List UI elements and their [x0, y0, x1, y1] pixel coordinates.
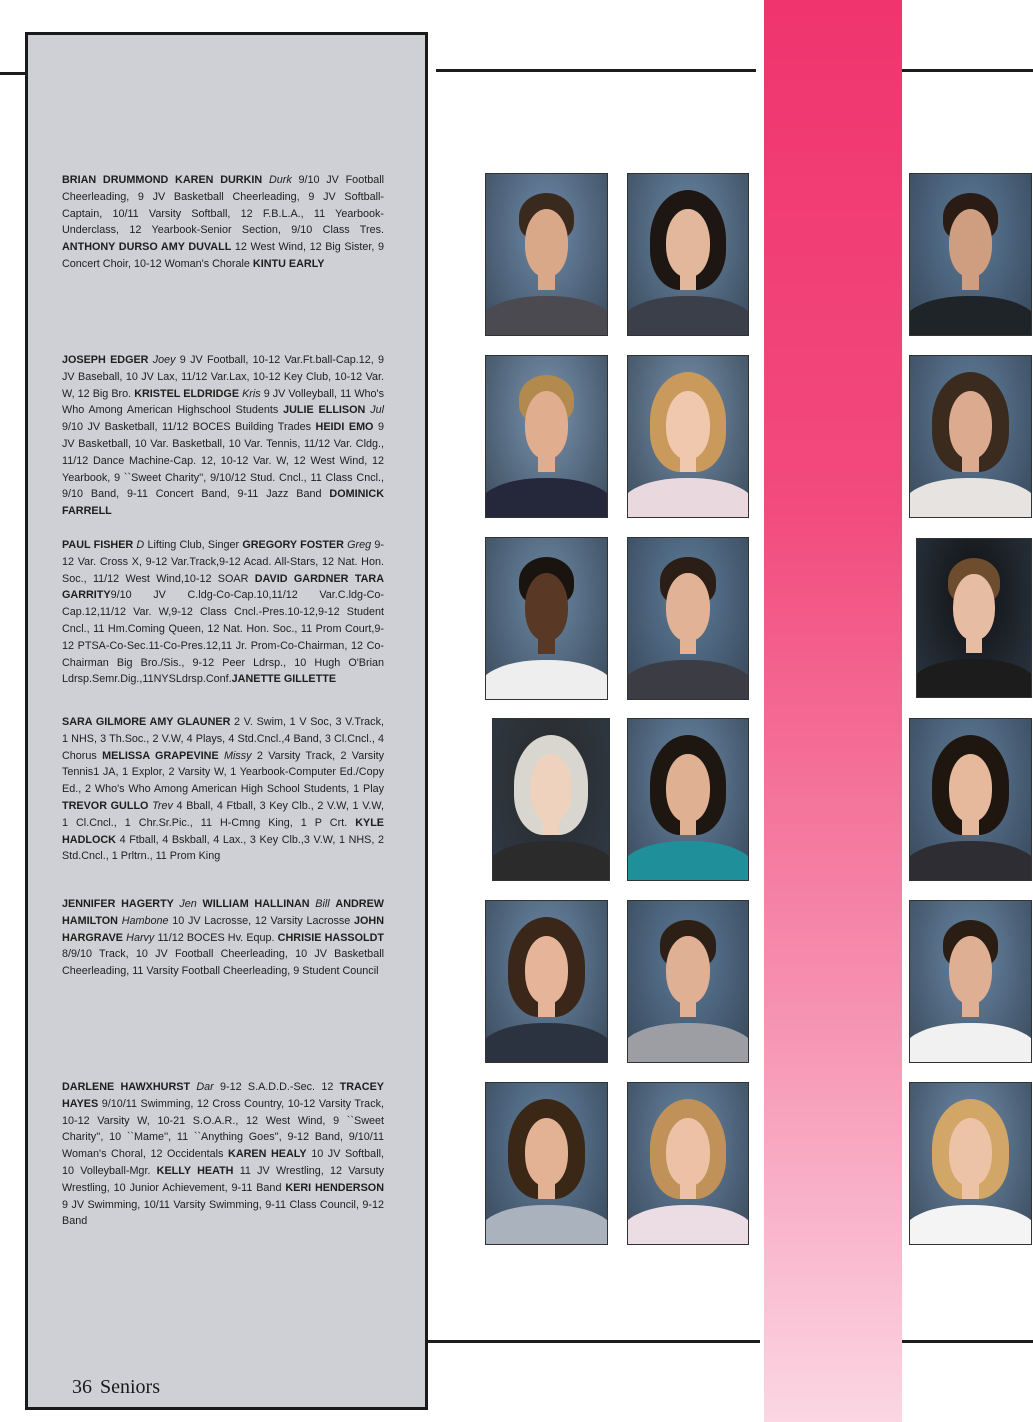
- student-name: KINTU EARLY: [252, 257, 325, 270]
- portrait-clothing: [627, 841, 749, 881]
- student-name: KELLY HEATH: [156, 1164, 234, 1177]
- senior-portrait: [909, 173, 1032, 336]
- activities-text: 9/10 JV C.ldg-Co-Cap.10,11/12 Var.C.ldg-Co-Cap.12,11/12 Var. W,9-12 Class Cncl.-Pres.10-12,9-12 Student Cncl., 11 Hm.Coming Queen, 12 Nat. Hon. Soc., 11 Prom Court,9-12 PTSA-Co-Sec.11-Co-Pres.12,11 Jr. Prom-Co-Chairman, 12 Co-Chairman Big Bro./Sis., 9-12 Peer Ldrsp., 10 Hugh O'Brian Ldrsp.Semr.Dig.,11NYSLdrsp.Conf.: [62, 589, 384, 686]
- student-nickname: Jen: [179, 898, 197, 910]
- portrait-clothing: [627, 1023, 749, 1063]
- portrait-clothing: [909, 478, 1032, 518]
- senior-portrait: [627, 718, 749, 881]
- portrait-clothing: [909, 1205, 1032, 1245]
- student-name: KYLE HADLOCK: [62, 816, 384, 846]
- senior-portrait: [909, 1082, 1032, 1245]
- student-nickname: Kris: [242, 387, 261, 400]
- student-nickname: Harvy: [126, 931, 155, 944]
- page-folio: [72, 1376, 168, 1399]
- student-name: PAUL FISHER: [62, 539, 137, 551]
- page-number: 36: [72, 1376, 92, 1398]
- pink-ribbon: [764, 0, 902, 1422]
- portrait-clothing: [485, 478, 608, 518]
- top-rule-right: [900, 69, 1033, 72]
- student-name: SARA GILMORE AMY GLAUNER: [62, 716, 231, 728]
- student-name: KAREN HEALY: [228, 1148, 307, 1161]
- top-rule-middle: [436, 69, 756, 72]
- section-title: Seniors: [100, 1376, 160, 1398]
- senior-portrait: [627, 537, 749, 700]
- activities-text: 11 JV Wrestling, 12 Varsuty Wrestling, 10 Junior Achievement, 9-11 Band: [62, 1164, 384, 1194]
- paragraph-edger: [62, 352, 384, 520]
- student-nickname: Jul: [370, 404, 384, 417]
- student-name: DAVID GARDNER TARA GARRITY: [62, 572, 384, 602]
- student-nickname: Durk: [268, 174, 292, 186]
- student-name: JENNIFER HAGERTY: [62, 898, 180, 910]
- portrait-clothing: [909, 841, 1032, 881]
- portrait-face: [525, 209, 569, 277]
- portrait-clothing: [916, 659, 1032, 698]
- portrait-face: [666, 391, 709, 459]
- student-name: KERI HENDERSON: [285, 1181, 384, 1194]
- student-name: JOSEPH EDGER: [62, 354, 153, 366]
- senior-portrait: [485, 900, 608, 1063]
- portrait-clothing: [909, 296, 1032, 336]
- portrait-face: [666, 573, 709, 641]
- student-nickname: Dar: [196, 1081, 214, 1093]
- student-name: CHRISIE HASSOLDT: [277, 931, 384, 944]
- activities-text: 12 West Wind, 12 Big Sister, 9 Concert Choir, 10-12 Woman's Chorale: [62, 241, 384, 270]
- student-nickname: Trev: [152, 799, 173, 812]
- activities-text: 9 JV Volleyball, 11 Who's Who Among American Highschool Students: [62, 387, 385, 417]
- student-name: DOMINICK FARRELL: [62, 488, 384, 518]
- paragraph-hagerty: [62, 896, 384, 980]
- portrait-face: [949, 936, 993, 1004]
- senior-portrait: [485, 537, 608, 700]
- bottom-rule-middle: [426, 1340, 760, 1343]
- student-name: MELISSA GRAPEVINE: [102, 749, 224, 762]
- paragraph-hawxhurst: [62, 1079, 384, 1230]
- senior-portrait: [627, 355, 749, 518]
- portrait-face: [949, 391, 993, 459]
- activities-text: 9-12 S.A.D.D.-Sec. 12: [213, 1081, 340, 1093]
- activities-text: 9 JV Football, 10-12 Var.Ft.ball-Cap.12, 9 JV Baseball, 10 JV Lax, 11/12 Var.Lax, 10-12 Key Club, 10-12 Var. W, 12 Big Bro.: [62, 354, 384, 400]
- senior-portrait: [492, 718, 610, 881]
- senior-portrait: [627, 900, 749, 1063]
- activities-text: 4 Bball, 4 Ftball, 3 Key Clb., 2 V.W, 1 V.W, 1 Cl.Cncl., 1 Chr.Sr.Pic., 11 H-Cmng King, 1 P Crt.: [62, 799, 384, 829]
- portrait-clothing: [627, 660, 749, 700]
- activities-text: 2 Varsity Track, 2 Varsity Tennis1 JA, 1 Explor, 2 Varsity W, 1 Yearbook-Computer Ed./Copy Ed., 2 Who's Who Among American High School Students, 1 Play: [62, 749, 385, 796]
- portrait-clothing: [627, 1205, 749, 1245]
- student-name: GREGORY FOSTER: [242, 539, 348, 551]
- student-name: BRIAN DRUMMOND KAREN DURKIN: [62, 174, 269, 186]
- activities-text: 9/10 JV Basketball, 11/12 BOCES Building Trades: [62, 421, 316, 434]
- portrait-face: [666, 209, 709, 277]
- student-name: JANETTE GILLETTE: [231, 673, 337, 686]
- student-nickname: Bill: [315, 898, 330, 910]
- senior-portrait: [485, 173, 608, 336]
- portrait-face: [953, 574, 994, 640]
- student-name: DARLENE HAWXHURST: [62, 1081, 197, 1093]
- activities-text: Lifting Club, Singer: [144, 539, 243, 551]
- activities-text: 9 JV Swimming, 10/11 Varsity Swimming, 9-11 Class Council, 9-12 Band: [62, 1198, 384, 1228]
- activities-text: 2 V. Swim, 1 V Soc, 3 V.Track, 1 NHS, 3 Th.Soc., 2 V.W, 4 Plays, 4 Std.Cncl.,4 Band, 3 Cl.Cncl., 4 Chorus: [62, 716, 384, 762]
- activities-text: 9 JV Basketball, 10 Var. Basketball, 10 Var. Tennis, 11/12 Var. Cldg., 11/12 Dance Machine-Cap. 12, 10-12 Var. W, 12 West Wind, 12 Yearbook, 9 ``Sweet Charity'', 9/10/12 Stud. Cncl., 11 Class Cncl., 9/10 Band, 9-11 Concert Band, 9-11 Jazz Band: [62, 421, 384, 501]
- activities-text: 8/9/10 Track, 10 JV Football Cheerleading, 10 JV Basketball Cheerleading, 11 Varsity Football Cheerleading, 9 Student Council: [62, 948, 384, 978]
- portrait-face: [525, 936, 569, 1004]
- paragraph-drummond: [62, 172, 384, 273]
- senior-portrait: [909, 900, 1032, 1063]
- activities-text: 9-12 Var. Cross X, 9-12 Var.Track,9-12 Acad. All-Stars, 12 Nat. Hon. Soc., 11/12 West Wind,10-12 SOAR: [62, 539, 384, 585]
- portrait-face: [530, 754, 572, 822]
- student-name: TRACEY HAYES: [62, 1081, 384, 1110]
- student-name: HEIDI EMO: [315, 421, 374, 434]
- student-name: TREVOR GULLO: [62, 799, 153, 812]
- portrait-face: [949, 1118, 993, 1186]
- student-name: JOHN HARGRAVE: [62, 914, 384, 944]
- portrait-face: [949, 754, 993, 822]
- student-nickname: Joey: [152, 354, 176, 366]
- student-nickname: Hambone: [121, 914, 169, 927]
- portrait-clothing: [627, 478, 749, 518]
- senior-portrait: [909, 355, 1032, 518]
- top-rule-left: [0, 72, 28, 75]
- activities-text: 11/12 BOCES Hv. Equp.: [154, 931, 278, 944]
- activities-text: 10 JV Softball, 10 Volleyball-Mgr.: [62, 1148, 384, 1177]
- portrait-face: [525, 391, 569, 459]
- portrait-clothing: [485, 1205, 608, 1245]
- senior-portrait: [909, 718, 1032, 881]
- portrait-face: [525, 1118, 569, 1186]
- student-name: KRISTEL ELDRIDGE: [134, 387, 243, 400]
- portrait-face: [666, 936, 709, 1004]
- portrait-face: [525, 573, 569, 641]
- senior-portrait: [485, 1082, 608, 1245]
- activities-text: 4 Ftball, 4 Bskball, 4 Lax., 3 Key Clb.,3 V.W, 1 NHS, 2 Std.Cncl., 1 Prltrn., 11 Prom King: [62, 833, 384, 863]
- portrait-clothing: [909, 1023, 1032, 1063]
- senior-portrait: [627, 173, 749, 336]
- paragraph-fisher: [62, 537, 384, 688]
- portrait-clothing: [485, 1023, 608, 1063]
- portrait-face: [666, 1118, 709, 1186]
- activities-text: 10 JV Lacrosse, 12 Varsity Lacrosse: [168, 914, 354, 927]
- senior-portrait: [627, 1082, 749, 1245]
- student-name: JULIE ELLISON: [283, 404, 371, 417]
- paragraph-gilmore: [62, 714, 384, 865]
- portrait-clothing: [492, 841, 610, 881]
- bottom-rule-right: [902, 1340, 1033, 1343]
- senior-portrait: [916, 538, 1032, 698]
- student-nickname: Missy: [223, 749, 252, 762]
- student-nickname: Greg: [347, 539, 372, 551]
- student-name: ANDREW HAMILTON: [62, 898, 384, 927]
- portrait-clothing: [485, 296, 608, 336]
- portrait-clothing: [485, 660, 608, 700]
- student-name: WILLIAM HALLINAN: [202, 898, 316, 910]
- student-name: ANTHONY DURSO AMY DUVALL: [62, 241, 232, 254]
- senior-portrait: [485, 355, 608, 518]
- activities-text: 9/10 JV Football Cheerleading, 9 JV Basketball Cheerleading, 9 JV Softball-Captain, 10/11 Varsity Softball, 12 F.B.L.A., 11 Yearbook-Underclass, 12 Yearbook-Senior Section, 9/10 Class Tres.: [62, 174, 385, 237]
- portrait-clothing: [627, 296, 749, 336]
- student-nickname: D: [136, 539, 145, 551]
- portrait-face: [949, 209, 993, 277]
- activities-text: 9/10/11 Swimming, 12 Cross Country, 10-12 Varsity Track, 10-12 Varsity W, 10-21 S.O.A.R., 12 West Wind, 9 ``Sweet Charity'', 10 ``Mame'', 11 ``Anything Goes'', 9-12 Band, 9/10/11 Woman's Choral, 12 Occidentals: [62, 1097, 384, 1161]
- portrait-face: [666, 754, 709, 822]
